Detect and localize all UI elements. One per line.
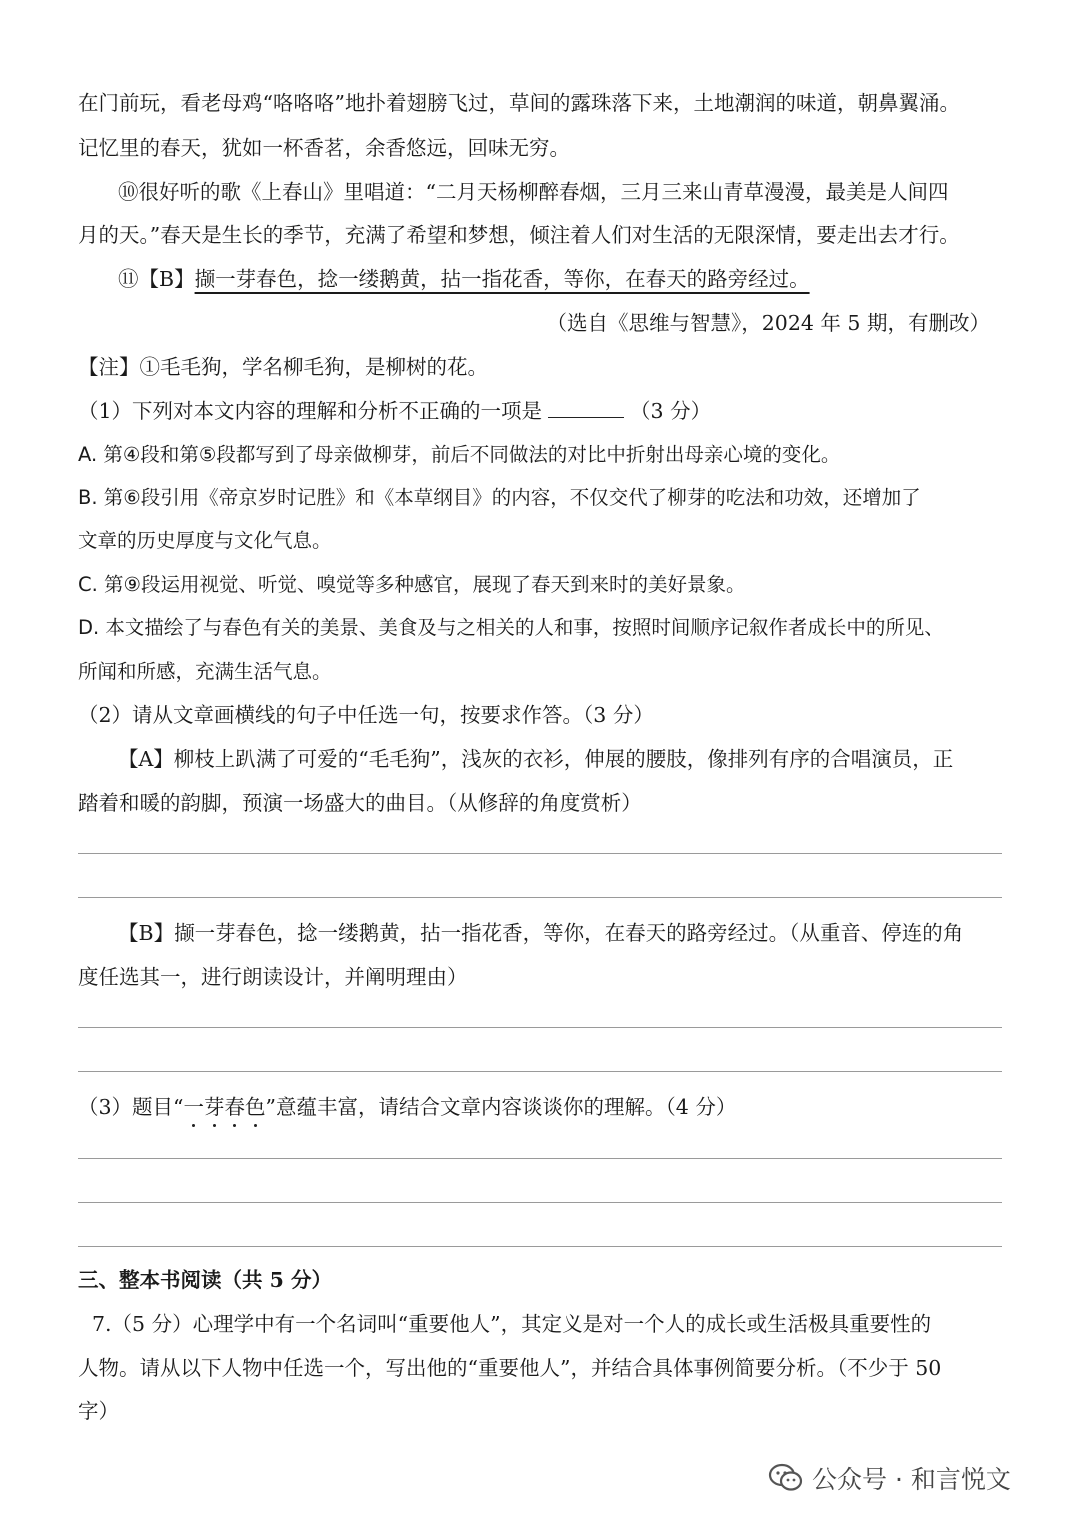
watermark-text: 公众号 · 和言悦文 — [812, 1465, 1011, 1494]
question-7-continued: 字） — [78, 1399, 119, 1423]
underlined-sentence-b: 撷一芽春色，捻一缕鹅黄，拈一指花香，等你，在春天的路旁经过。 — [194, 267, 810, 291]
answer-line[interactable] — [78, 1158, 1002, 1159]
question-2a: 【A】柳枝上趴满了可爱的“毛毛狗”，浅灰的衣衫，伸展的腰肢，像排列有序的合唱演员，正 — [118, 747, 954, 771]
option-a: A. 第④段和第⑤段都写到了母亲做柳芽，前后不同做法的对比中折射出母亲心境的变化。 — [78, 443, 841, 466]
passage-line: 月的天。”春天是生长的季节，充满了希望和梦想，倾注着人们对生活的无限深情，要走出去才行。 — [78, 223, 960, 247]
question-3-stem — [78, 1092, 736, 1122]
question-2b-continued: 度任选其一，进行朗读设计，并阐明理由） — [78, 965, 468, 989]
section-3-title: 三、整本书阅读（共 5 分） — [78, 1268, 333, 1292]
question-3-suffix: ”意蕴丰富，请结合文章内容谈谈你的理解。（4 分） — [265, 1095, 737, 1119]
emphasized-char: 色 — [245, 1095, 266, 1119]
option-c: C. 第⑨段运用视觉、听觉、嗅觉等多种感官，展现了春天到来时的美好景象。 — [78, 573, 746, 596]
option-d: D. 本文描绘了与春色有关的美景、美食及与之相关的人和事，按照时间顺序记叙作者成长中的所见、 — [78, 616, 944, 639]
question-1-stem — [78, 395, 711, 426]
question-2-stem: （2）请从文章画横线的句子中任选一句，按要求作答。（3 分） — [78, 703, 654, 727]
emphasized-char: 春 — [224, 1095, 246, 1119]
option-d-continued: 所闻和所感，充满生活气息。 — [78, 660, 332, 683]
question-7: 7.（5 分）心理学中有一个名词叫“重要他人”，其定义是对一个人的成长或生活极具重要性的 — [92, 1312, 932, 1336]
question-2a-continued: 踏着和暖的韵脚，预演一场盛大的曲目。（从修辞的角度赏析） — [78, 791, 642, 815]
emphasized-char: 芽 — [204, 1095, 225, 1119]
answer-line[interactable] — [78, 853, 1002, 854]
wechat-icon — [768, 1462, 804, 1494]
passage-line: 在门前玩，看老母鸡“咯咯咯”地扑着翅膀飞过，草间的露珠落下来，土地潮润的味道，朝鼻翼涌。 — [78, 91, 960, 115]
paragraph-11-label: ⑪【B】 — [118, 267, 195, 291]
question-7-continued: 人物。请从以下人物中任选一个，写出他的“重要他人”，并结合具体事例简要分析。（不少于 50 — [78, 1356, 942, 1380]
question-2b: 【B】撷一芽春色，捻一缕鹅黄，拈一指花香，等你，在春天的路旁经过。（从重音、停连的角 — [118, 921, 964, 945]
source-citation: （选自《思维与智慧》，2024 年 5 期，有删改） — [546, 311, 990, 335]
answer-line[interactable] — [78, 1202, 1002, 1203]
emphasized-char: 一 — [183, 1095, 205, 1119]
footnote: 【注】①毛毛狗，学名柳毛狗，是柳树的花。 — [78, 355, 488, 379]
question-3-prefix: （3）题目“ — [78, 1095, 184, 1119]
answer-blank[interactable] — [548, 395, 624, 418]
answer-line[interactable] — [78, 897, 1002, 898]
answer-line[interactable] — [78, 1071, 1002, 1072]
paragraph-11 — [118, 264, 810, 294]
question-1-score: （3 分） — [630, 399, 712, 423]
option-b-continued: 文章的历史厚度与文化气息。 — [78, 529, 332, 552]
answer-line[interactable] — [78, 1246, 1002, 1247]
watermark — [768, 1460, 1011, 1496]
passage-line: 记忆里的春天，犹如一杯香茗，余香悠远，回味无穷。 — [78, 136, 570, 160]
question-1-text: （1）下列对本文内容的理解和分析不正确的一项是 — [78, 399, 543, 423]
option-b: B. 第⑥段引用《帝京岁时记胜》和《本草纲目》的内容，不仅交代了柳芽的吃法和功效，还增加了 — [78, 486, 921, 509]
answer-line[interactable] — [78, 1027, 1002, 1028]
passage-line: ⑩很好听的歌《上春山》里唱道：“二月天杨柳醉春烟，三月三来山青草漫漫，最美是人间四 — [118, 180, 949, 204]
